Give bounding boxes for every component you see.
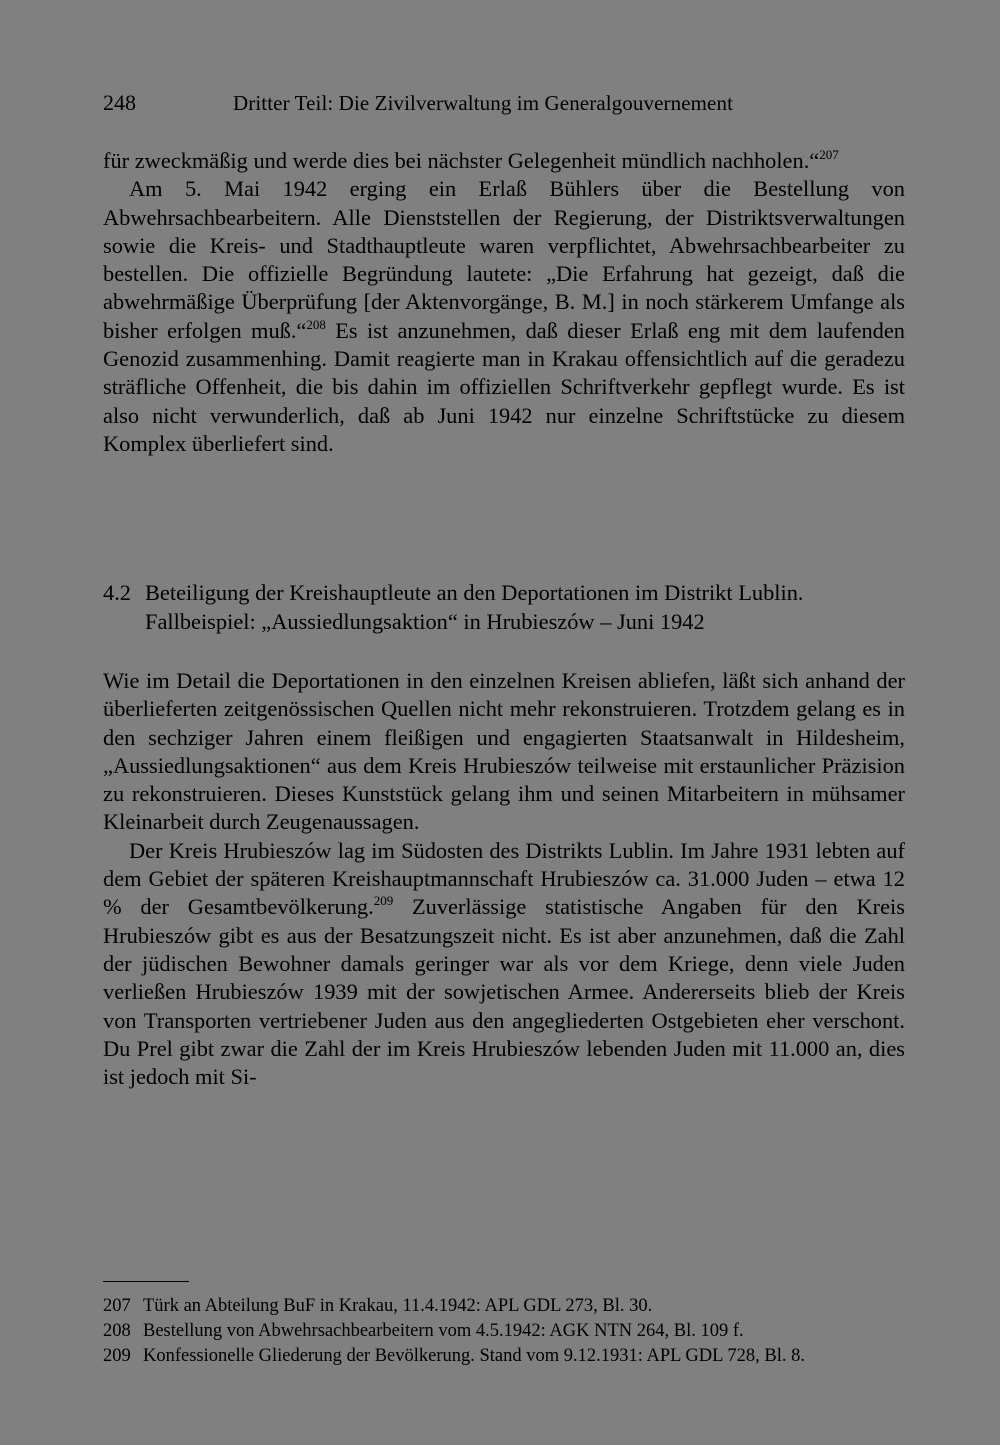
paragraph-1-text: für zweckmäßig und werde dies bei nächster Gelegenheit mündlich nachholen.“ — [103, 148, 820, 173]
footnote-text: Türk an Abteilung BuF in Krakau, 11.4.1942: APL GDL 273, Bl. 30. — [143, 1296, 653, 1316]
footnote-number: 207 — [103, 1296, 131, 1316]
running-title: Dritter Teil: Die Zivilverwaltung im Generalgouvernement — [233, 91, 734, 115]
footnote-208 — [103, 1319, 923, 1344]
footnotes — [103, 1294, 923, 1369]
body-text-top — [103, 147, 905, 458]
paragraph-3: Wie im Detail die Deportationen in den einzelnen Kreisen abliefen, läßt sich anhand der überlieferten zeitgenössischen Quellen nicht mehr rekonstruieren. Trotzdem gelang es in den sechziger Jahren einem fleißigen und engagierten Staatsanwalt in Hildesheim, „Aussiedlungsaktionen“ aus dem Kreis Hrubieszów teilweise mit erstaunlicher Präzision zu rekonstruieren. Dieses Kunststück gelang ihm und seinen Mitarbeitern in mühsamer Kleinarbeit durch Zeugenaussagen. — [103, 668, 905, 835]
paragraph-2 — [103, 175, 905, 458]
footnote-number: 209 — [103, 1346, 131, 1366]
footnote-209 — [103, 1344, 923, 1369]
paragraph-2-text-a: Am 5. Mai 1942 erging ein Erlaß Bühlers über die Bestellung von Abwehrsachbearbeitern. Alle Dienststellen der Regierung, der Distriktsverwaltungen sowie die Kreis- und Stadthauptleute waren verpflichtet, Abwehrsachbearbeiter zu bestellen. Die offizielle Begründung lautete: „Die Erfahrung hat gezeigt, daß die abwehrmäßige Überprüfung [der Aktenvorgänge, B. M.] in noch stärkerem Umfange als bisher erfolgen muß.“ — [103, 176, 905, 343]
footnote-207 — [103, 1294, 923, 1319]
page-number: 248 — [103, 90, 136, 115]
paragraph-2-text-b: Es ist anzunehmen, daß dieser Erlaß eng mit dem laufenden Genozid zusammenhing. Damit reagierte man in Krakau offensichtlich auf die geradezu sträfliche Offenheit, die bis dahin im offiziellen Schriftverkehr gepflegt wurde. Es ist also nicht verwunderlich, daß ab Juni 1942 nur einzelne Schriftstücke zu diesem Komplex überliefert sind. — [103, 317, 905, 456]
paragraph-1 — [103, 147, 905, 175]
footnote-ref-209: 209 — [373, 893, 394, 909]
body-text-bottom — [103, 667, 905, 1091]
footnote-separator — [103, 1281, 189, 1282]
footnote-number: 208 — [103, 1321, 131, 1341]
paragraph-4 — [103, 837, 905, 1092]
running-header — [103, 90, 733, 116]
paragraph-4-text-a: Der Kreis Hrubieszów lag im Südosten des Distrikts Lublin. Im Jahre 1931 lebten auf dem Gebiet der späteren Kreishauptmannschaft Hrubieszów ca. 31.000 Juden – etwa 12 % der Gesamtbevölkerung. — [103, 837, 905, 920]
section-number: 4.2 — [103, 580, 131, 605]
section-heading-line-1 — [103, 578, 923, 607]
footnote-text: Bestellung von Abwehrsachbearbeitern vom 4.5.1942: AGK NTN 264, Bl. 109 f. — [143, 1321, 744, 1341]
section-subtitle: Fallbeispiel: „Aussiedlungsaktion“ in Hrubieszów – Juni 1942 — [145, 609, 705, 634]
section-heading — [103, 578, 923, 636]
paragraph-4-text-b: Zuverlässige statistische Angaben für den Kreis Hrubieszów gibt es aus der Besatzungszeit nicht. Es ist aber anzunehmen, daß die Zahl der jüdischen Bewohner damals geringer war als vor dem Kriege, denn viele Juden verließen Hrubieszów 1939 mit der sowjetischen Armee. Andererseits blieb der Kreis von Transporten vertriebener Juden aus den angegliederten Ostgebieten eher verschont. Du Prel gibt zwar die Zahl der im Kreis Hrubieszów lebenden Juden mit 11.000 an, dies ist jedoch mit Si- — [103, 894, 905, 1090]
footnote-ref-208: 208 — [306, 316, 326, 332]
section-title: Beteiligung der Kreishauptleute an den Deportationen im Distrikt Lublin. — [145, 580, 804, 605]
footnote-ref-207: 207 — [819, 147, 839, 162]
footnote-text: Konfessionelle Gliederung der Bevölkerung. Stand vom 9.12.1931: APL GDL 728, Bl. 8. — [143, 1346, 805, 1366]
